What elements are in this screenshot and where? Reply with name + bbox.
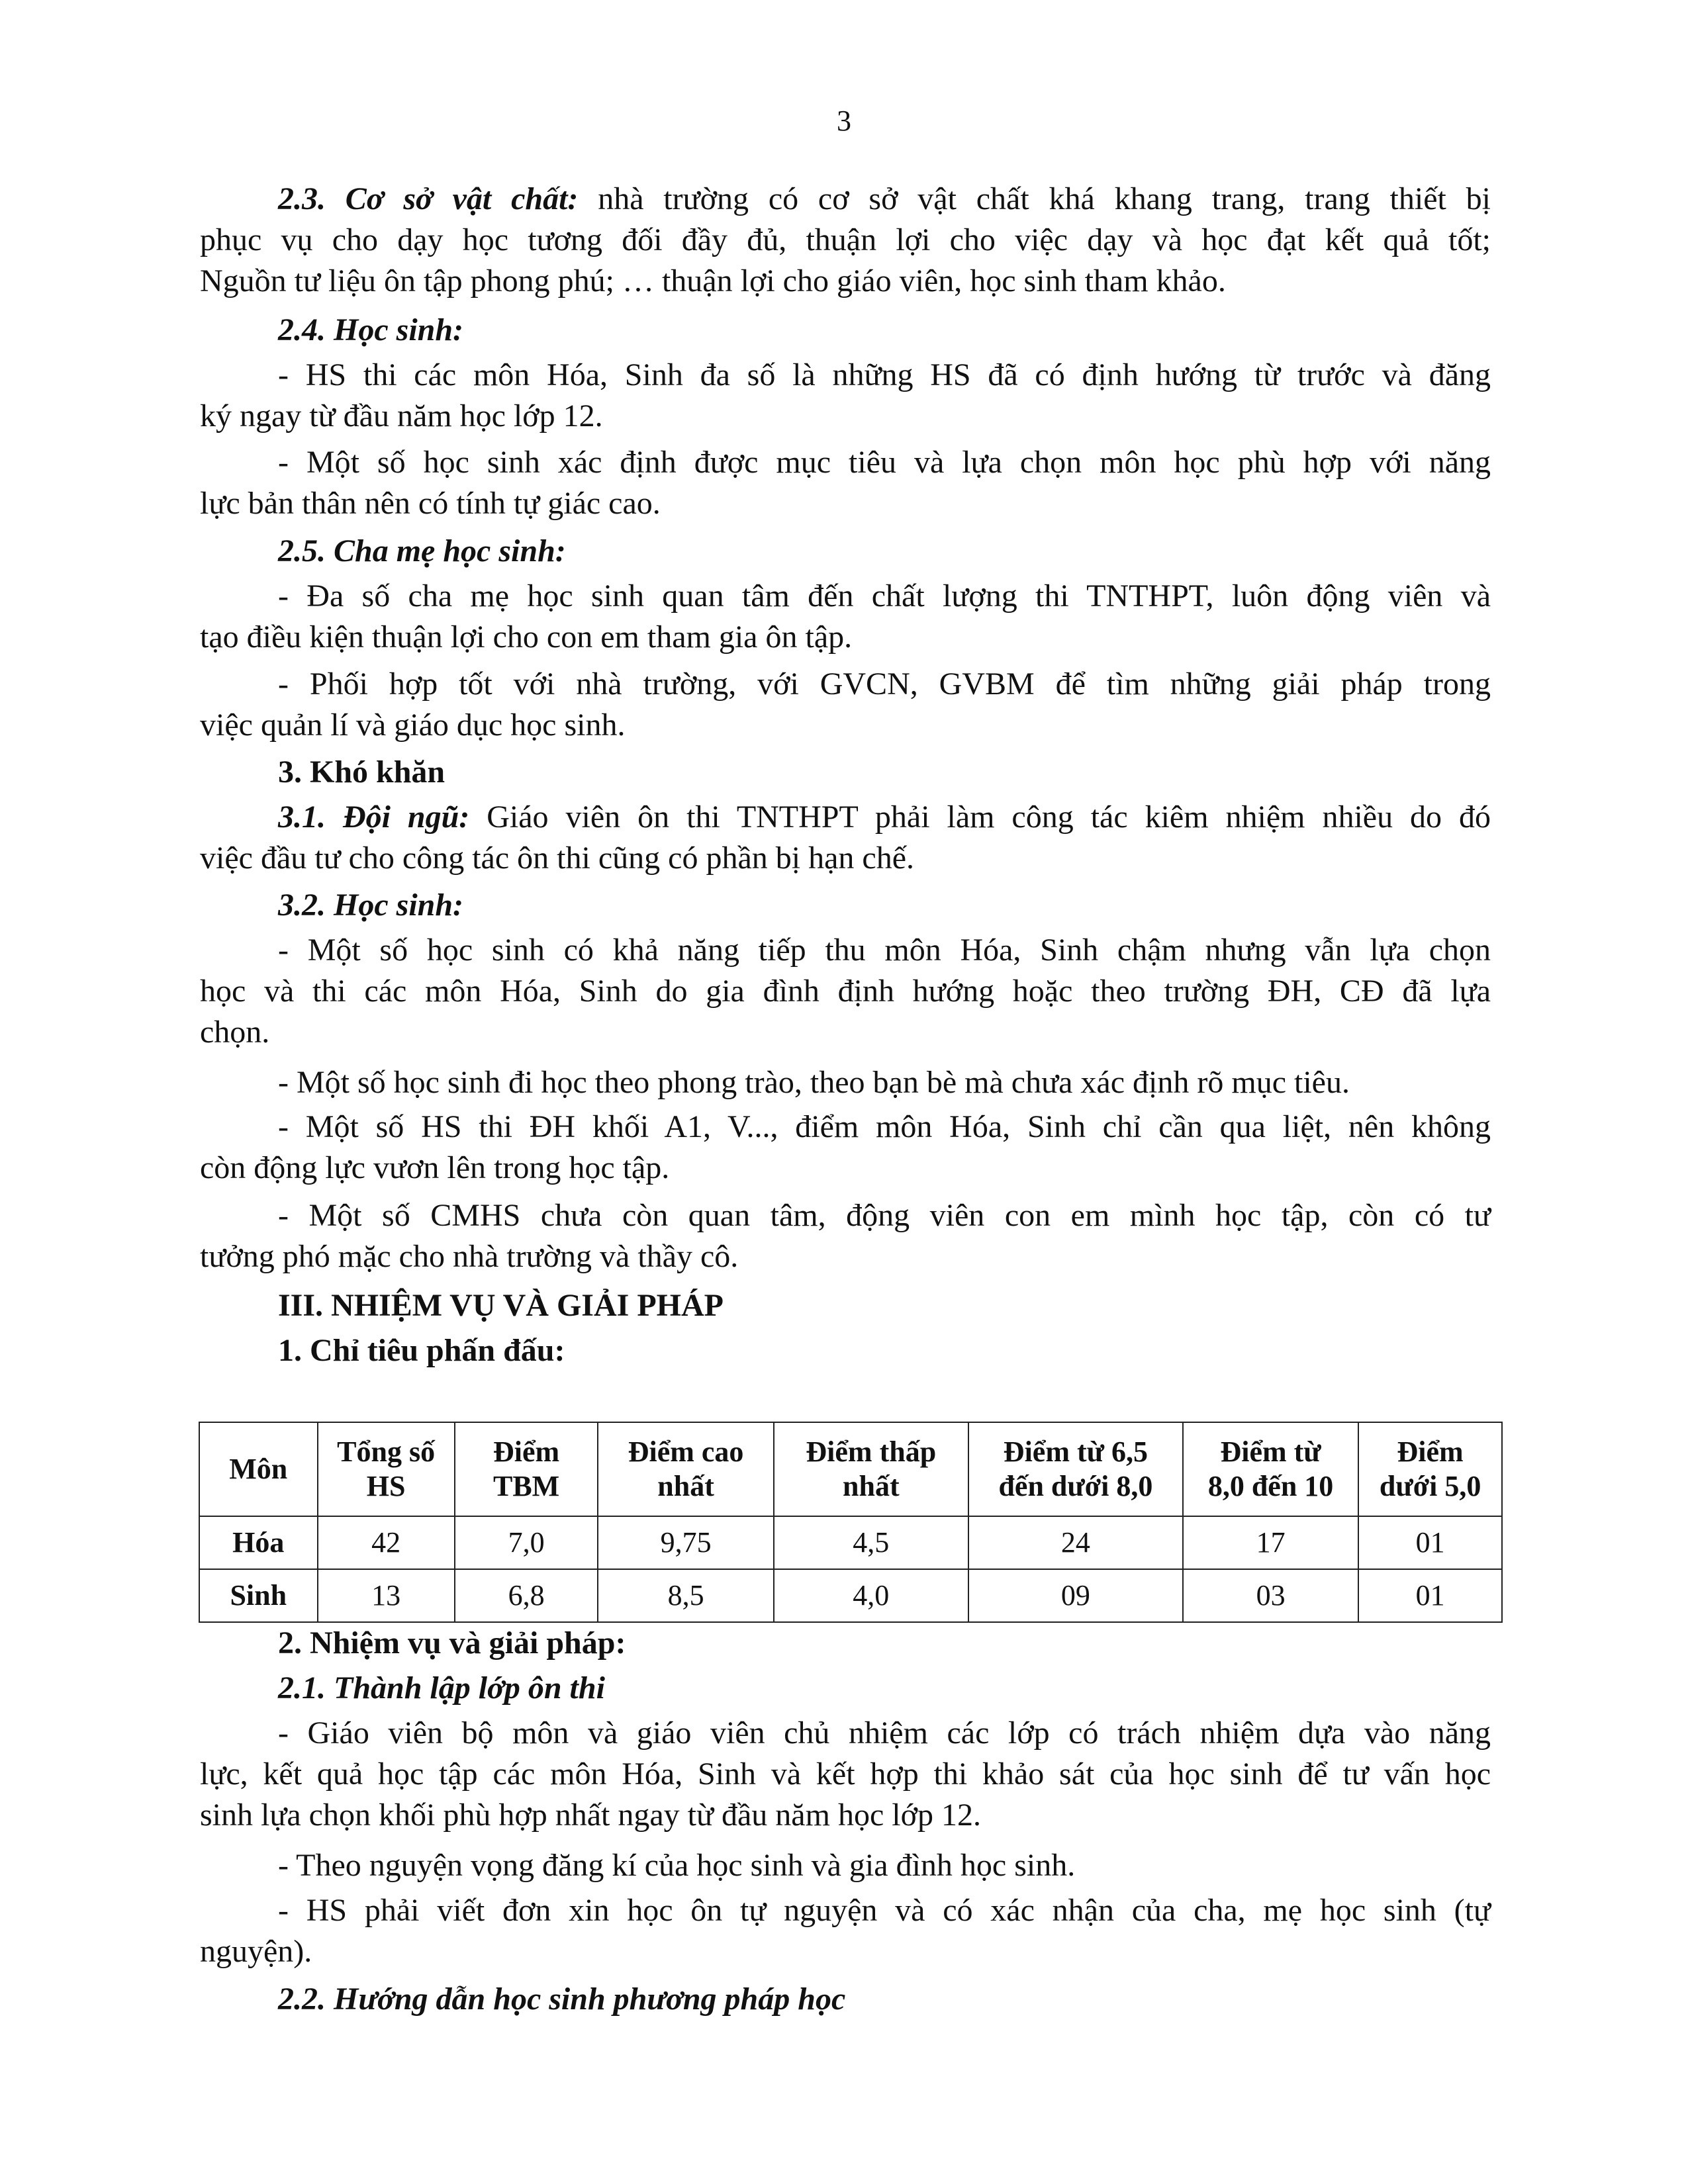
table-cell: 9,75 [598,1516,773,1569]
difficulty-4-line-2: tưởng phó mặc cho nhà trường và thầy cô. [200,1239,739,1274]
table-header-cell: Điểm cao nhất [598,1422,773,1516]
difficulty-2-line-1: - Một số học sinh đi học theo phong trào, theo bạn bè mà chưa xác định rõ mục tiêu. [278,1065,1350,1100]
parents-2-line-2: việc quản lí và giáo dục học sinh. [200,707,626,743]
table-cell: 01 [1358,1516,1502,1569]
paragraph-class-setup-2 [200,1845,1491,1886]
table-cell: 13 [318,1569,455,1622]
class-setup-1-line-1: - Giáo viên bộ môn và giáo viên chủ nhiệm các lớp có trách nhiệm dựa vào năng [278,1715,1491,1751]
paragraph-parents-1 [200,576,1491,658]
tasks-solutions-heading: III. NHIỆM VỤ VÀ GIẢI PHÁP [278,1288,724,1323]
table-header-cell: Điểm từ 8,0 đến 10 [1183,1422,1358,1516]
table-cell-subject: Hóa [199,1516,318,1569]
table-cell: 4,0 [774,1569,968,1622]
table-cell: 4,5 [774,1516,968,1569]
facilities-line-2: phục vụ cho dạy học tương đối đầy đủ, thuận lợi cho việc dạy và học đạt kết quả tốt; [200,222,1491,257]
table-cell: 42 [318,1516,455,1569]
table-cell-subject: Sinh [199,1569,318,1622]
class-setup-3-line-1: - HS phải viết đơn xin học ôn tự nguyện và có xác nhận của cha, mẹ học sinh (tự [278,1893,1491,1928]
parents-1-line-1: - Đa số cha mẹ học sinh quan tâm đến chất lượng thi TNTHPT, luôn động viên và [278,578,1491,614]
table-cell: 6,8 [455,1569,598,1622]
class-setup-heading: 2.1. Thành lập lớp ôn thi [278,1670,605,1706]
table-header-cell: Điểm thấp nhất [774,1422,968,1516]
facilities-line-1 [200,179,1491,220]
students-1-line-2: ký ngay từ đầu năm học lớp 12. [200,398,603,433]
facilities-text-1: nhà trường có cơ sở vật chất khá khang trang, trang thiết bị [578,181,1491,216]
paragraph-difficulty-3 [200,1107,1491,1189]
paragraph-students-2 [200,442,1491,524]
table-header-cell: Điểm từ 6,5 đến dưới 8,0 [968,1422,1183,1516]
paragraph-difficulty-1 [200,930,1491,1053]
staff-text-1: Giáo viên ôn thi TNTHPT phải làm công tác kiêm nhiệm nhiều do đó [469,799,1491,835]
paragraph-parents-2 [200,664,1491,746]
facilities-line-3: Nguồn tư liệu ôn tập phong phú; … thuận lợi cho giáo viên, học sinh tham khảo. [200,263,1226,298]
study-methods-heading: 2.2. Hướng dẫn học sinh phương pháp học [278,1981,846,2017]
table-header-cell: Môn [199,1422,318,1516]
table-header-cell: Điểm TBM [455,1422,598,1516]
targets-heading: 1. Chỉ tiêu phấn đấu: [278,1333,565,1368]
paragraph-class-setup-1 [200,1713,1491,1836]
difficulty-4-line-1: - Một số CMHS chưa còn quan tâm, động viên con em mình học tập, còn có tư [278,1198,1491,1233]
table-cell: 01 [1358,1569,1502,1622]
difficulty-1-line-2: học và thi các môn Hóa, Sinh do gia đình định hướng hoặc theo trường ĐH, CĐ đã lựa [200,974,1491,1009]
paragraph-class-setup-3 [200,1890,1491,1972]
staff-line-1 [200,797,1491,838]
table-header-cell: Điểm dưới 5,0 [1358,1422,1502,1516]
table-cell: 17 [1183,1516,1358,1569]
students-2-line-1: - Một số học sinh xác định được mục tiêu và lựa chọn môn học phù hợp với năng [278,445,1491,480]
table-cell: 09 [968,1569,1183,1622]
table-cell: 03 [1183,1569,1358,1622]
table-cell: 7,0 [455,1516,598,1569]
paragraph-staff [200,797,1491,879]
targets-table [199,1422,1503,1623]
difficulty-3-line-1: - Một số HS thi ĐH khối A1, V..., điểm môn Hóa, Sinh chỉ cần qua liệt, nên không [278,1109,1491,1144]
class-setup-2-line-1: - Theo nguyện vọng đăng kí của học sinh và gia đình học sinh. [278,1848,1076,1883]
students-2-line-2: lực bản thân nên có tính tự giác cao. [200,486,661,521]
difficulty-1-line-1: - Một số học sinh có khả năng tiếp thu môn Hóa, Sinh chậm nhưng vẫn lựa chọn [278,933,1491,968]
difficulty-1-line-3: chọn. [200,1015,270,1050]
difficulties-heading: 3. Khó khăn [278,754,445,790]
students-1-line-1: - HS thi các môn Hóa, Sinh đa số là những HS đã có định hướng từ trước và đăng [278,357,1491,392]
table-header-cell: Tổng số HS [318,1422,455,1516]
difficulty-3-line-2: còn động lực vươn lên trong học tập. [200,1150,670,1185]
class-setup-1-line-2: lực, kết quả học tập các môn Hóa, Sinh và kết hợp thi khảo sát của học sinh để tư vấn học [200,1756,1491,1792]
paragraph-facilities [200,179,1491,302]
page-number: 3 [837,105,851,137]
class-setup-3-line-2: nguyện). [200,1934,312,1969]
staff-line-2: việc đầu tư cho công tác ôn thi cũng có phần bị hạn chế. [200,841,914,876]
table-header-row [199,1422,1502,1516]
difficulties-students-heading: 3.2. Học sinh: [278,887,464,923]
tasks-heading: 2. Nhiệm vụ và giải pháp: [278,1625,626,1661]
facilities-heading: 2.3. Cơ sở vật chất: [278,181,579,216]
staff-heading: 3.1. Đội ngũ: [278,799,470,835]
parents-2-line-1: - Phối hợp tốt với nhà trường, với GVCN, GVBM để tìm những giải pháp trong [278,666,1491,702]
table-cell: 24 [968,1516,1183,1569]
table-cell: 8,5 [598,1569,773,1622]
students-heading: 2.4. Học sinh: [278,312,464,347]
class-setup-1-line-3: sinh lựa chọn khối phù hợp nhất ngay từ đầu năm học lớp 12. [200,1797,981,1833]
parents-heading: 2.5. Cha mẹ học sinh: [278,533,566,569]
parents-1-line-2: tạo điều kiện thuận lợi cho con em tham gia ôn tập. [200,619,853,655]
table-row [199,1569,1502,1622]
paragraph-students-1 [200,355,1491,437]
paragraph-difficulty-2 [200,1062,1491,1103]
table-row [199,1516,1502,1569]
paragraph-difficulty-4 [200,1195,1491,1277]
